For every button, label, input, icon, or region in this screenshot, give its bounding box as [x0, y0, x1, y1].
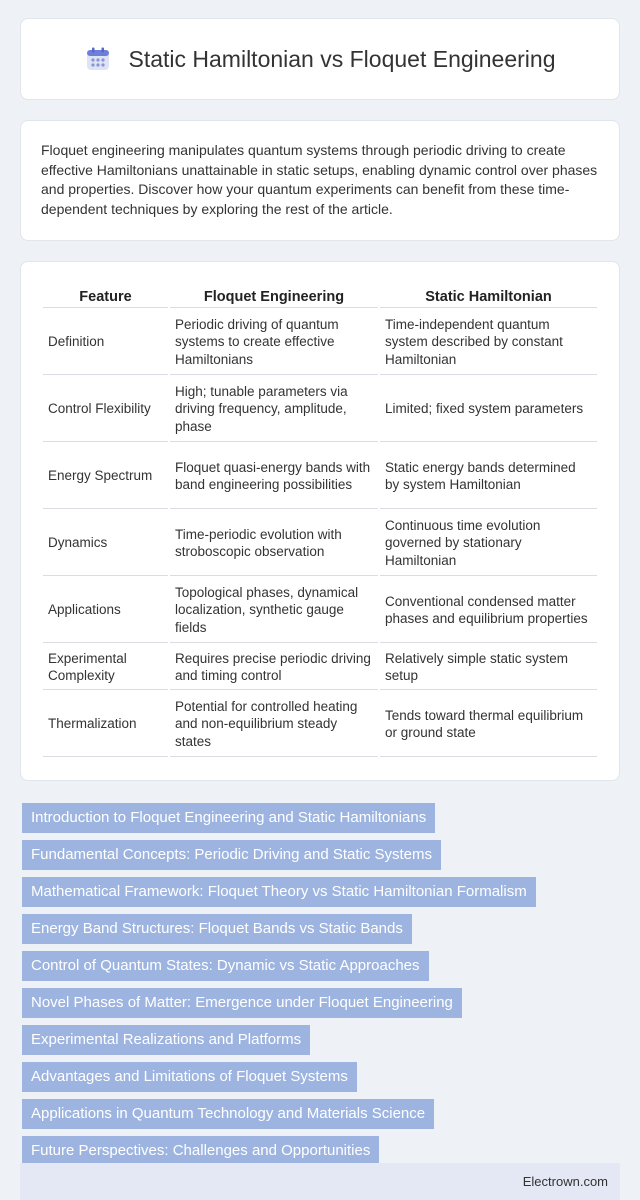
- static-cell: Conventional condensed matter phases and equilibrium properties: [380, 578, 597, 643]
- section-link-fundamental-concepts[interactable]: Fundamental Concepts: Periodic Driving and Static Systems: [22, 840, 441, 870]
- static-cell: Limited; fixed system parameters: [380, 377, 597, 442]
- section-link-control-of-quantum-states[interactable]: Control of Quantum States: Dynamic vs Static Approaches: [22, 951, 429, 981]
- floquet-cell: Topological phases, dynamical localization, synthetic gauge fields: [170, 578, 378, 643]
- article-section-links: [22, 803, 620, 1166]
- comparison-card: [20, 261, 620, 781]
- page-footer: [20, 1163, 620, 1200]
- comparison-table: [41, 284, 599, 759]
- table-row: [43, 377, 597, 442]
- floquet-cell: Periodic driving of quantum systems to create effective Hamiltonians: [170, 310, 378, 375]
- floquet-cell: Time-periodic evolution with stroboscopic observation: [170, 511, 378, 576]
- feature-cell: Dynamics: [43, 511, 168, 576]
- feature-cell: Experimental Complexity: [43, 645, 168, 690]
- feature-cell: Energy Spectrum: [43, 444, 168, 509]
- section-link-mathematical-framework[interactable]: Mathematical Framework: Floquet Theory vs Static Hamiltonian Formalism: [22, 877, 536, 907]
- section-link-experimental-realizations[interactable]: Experimental Realizations and Platforms: [22, 1025, 310, 1055]
- static-cell: Static energy bands determined by system Hamiltonian: [380, 444, 597, 509]
- page-title: Static Hamiltonian vs Floquet Engineering: [128, 45, 556, 72]
- section-link-introduction[interactable]: Introduction to Floquet Engineering and Static Hamiltonians: [22, 803, 435, 833]
- feature-cell: Definition: [43, 310, 168, 375]
- section-link-future-perspectives[interactable]: Future Perspectives: Challenges and Opportunities: [22, 1136, 379, 1166]
- table-row: [43, 578, 597, 643]
- static-cell: Relatively simple static system setup: [380, 645, 597, 690]
- footer-site-name[interactable]: Electrown.com: [522, 1174, 608, 1189]
- page-header: [20, 18, 620, 100]
- feature-cell: Control Flexibility: [43, 377, 168, 442]
- column-header-feature: Feature: [43, 286, 168, 308]
- feature-cell: Applications: [43, 578, 168, 643]
- section-link-applications[interactable]: Applications in Quantum Technology and Materials Science: [22, 1099, 434, 1129]
- column-header-static: Static Hamiltonian: [380, 286, 597, 308]
- floquet-cell: Potential for controlled heating and non-equilibrium steady states: [170, 692, 378, 757]
- table-row: [43, 310, 597, 375]
- calendar-icon: [84, 45, 112, 73]
- section-link-novel-phases[interactable]: Novel Phases of Matter: Emergence under Floquet Engineering: [22, 988, 462, 1018]
- floquet-cell: Requires precise periodic driving and timing control: [170, 645, 378, 690]
- table-row: [43, 444, 597, 509]
- intro-card: [20, 120, 620, 241]
- floquet-cell: Floquet quasi-energy bands with band engineering possibilities: [170, 444, 378, 509]
- column-header-floquet: Floquet Engineering: [170, 286, 378, 308]
- floquet-cell: High; tunable parameters via driving frequency, amplitude, phase: [170, 377, 378, 442]
- table-row: [43, 692, 597, 757]
- intro-text: Floquet engineering manipulates quantum systems through periodic driving to create effective Hamiltonians unattainable in static setups, enabling dynamic control over phases and properties. Discover how your quantum experiments can benefit from these time-dependent techniques by exploring the rest of the article.: [41, 142, 598, 217]
- section-link-energy-band-structures[interactable]: Energy Band Structures: Floquet Bands vs Static Bands: [22, 914, 412, 944]
- static-cell: Tends toward thermal equilibrium or ground state: [380, 692, 597, 757]
- table-header-row: [43, 286, 597, 308]
- static-cell: Continuous time evolution governed by stationary Hamiltonian: [380, 511, 597, 576]
- section-link-advantages-limitations[interactable]: Advantages and Limitations of Floquet Systems: [22, 1062, 357, 1092]
- table-row: [43, 645, 597, 690]
- feature-cell: Thermalization: [43, 692, 168, 757]
- static-cell: Time-independent quantum system described by constant Hamiltonian: [380, 310, 597, 375]
- table-row: [43, 511, 597, 576]
